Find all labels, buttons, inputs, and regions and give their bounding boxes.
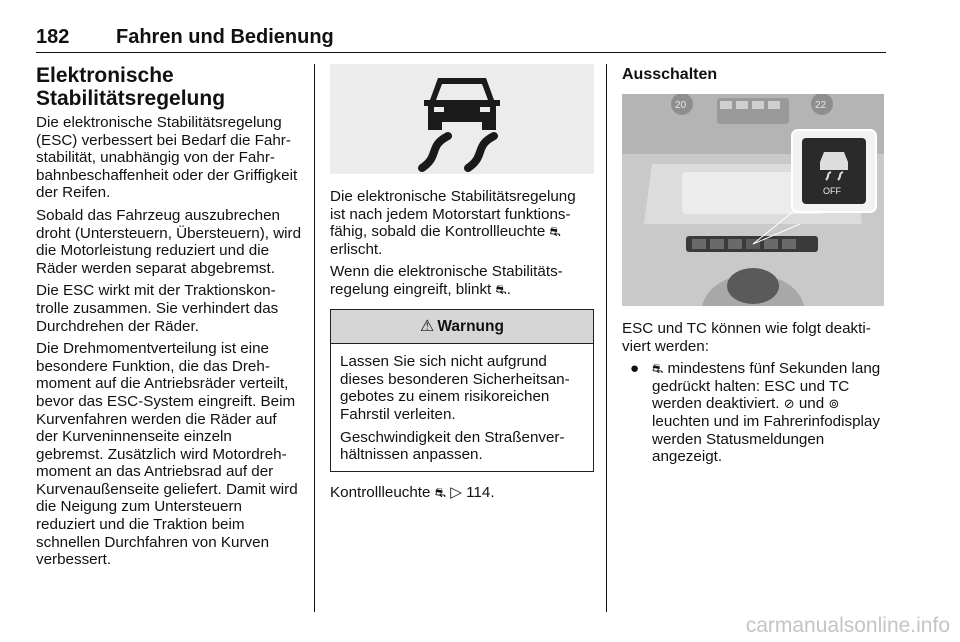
warning-triangle-icon: ⚠ [420,317,435,335]
warning-box [330,309,594,472]
column-divider [606,64,607,612]
paragraph: Die elektronische Stabilitätsregelung ist nach jedem Motorstart funktionsfähig, sobald die Kontrollleuchte ⛐ erlischt. [330,188,576,258]
bullet-dot-icon: ● [630,360,640,378]
esc-car-skid-icon [330,64,594,174]
svg-text:20: 20 [675,100,687,111]
esc-warning-icon: ⛐ [549,224,561,240]
esc-warning-icon: ⛐ [434,484,446,500]
warning-text: Lassen Sie sich nicht aufgrund dieses besonderen Sicherheitsangebotes zu einem risikoreichen Fahrstil verleiten. [340,353,570,423]
svg-text:22: 22 [815,100,827,111]
paragraph: ESC und TC können wie folgt deaktiviert werden: [622,320,871,355]
page-ref-arrow-icon: ▷ [450,483,462,501]
list-item: ● ⛐ mindestens fünf Sekunden lang gedrückt halten: ESC und TC werden deaktiviert. ⊘ und ⊚ leuchten und im Fahrerinfodisplay werden Statusmeldungen angezeigt. [630,360,881,466]
section-title: Elektronische Stabilitätsregelung [36,64,226,110]
tc-off-icon: ⊚ [828,396,840,412]
warning-text: Geschwindigkeit den Straßenverhältnissen anpassen. [340,428,565,464]
column-divider [314,64,315,612]
chapter-title: Fahren und Bedienung [116,26,334,48]
center-console-photo [622,94,884,306]
column-right [622,64,888,471]
paragraph: Die Drehmomentverteilung ist eine besondere Funktion, die das Drehmoment auf die Antriebsräder verteilt, bevor das ESC-System eingreift. Beim Kurvenfahren werden die Räder auf der Kurveninnenseite einzeln gebremst. Zusätzlich wird Motordrehmoment an das Antriebsrad auf der Kurvenaußenseite geliefert. Damit wird die Neigung zum Untersteuern reduziert und die Traktion beim schnellen Durchfahren von Kurven verbessert. [36,340,298,569]
warning-header: ⚠ Warnung [331,310,593,345]
watermark: carmanualsonline.info [745,614,950,637]
page-number: 182 [36,26,70,48]
esc-symbol-figure [330,64,594,174]
cross-reference: Kontrollleuchte ⛐ ▷ 114. [330,483,495,501]
svg-text:OFF: OFF [823,186,841,196]
paragraph: Die ESC wirkt mit der Traktionskontrolle zusammen. Sie verhindert das Durchdrehen der Räder. [36,282,279,335]
esc-off-icon: ⊘ [783,396,795,412]
paragraph: Sobald das Fahrzeug auszubrechen droht (Untersteuern, Übersteuern), wird die Motorleistung reduziert und die Räder werden separat abgebremst. [36,206,302,277]
section-title: Ausschalten [622,66,718,83]
warning-body [331,344,593,471]
column-middle [330,64,594,506]
esc-warning-icon: ⛐ [495,281,507,297]
esc-warning-icon: ⛐ [652,361,664,377]
column-left [36,64,302,574]
paragraph: Die elektronische Stabilitätsregelung (ESC) verbessert bei Bedarf die Fahrstabilität, unabhängig von der Fahrbahnbeschaffenheit oder der Griffigkeit der Reifen. [36,114,298,202]
page-header [36,26,886,53]
paragraph: Wenn die elektronische Stabilitätsregelung eingreift, blinkt ⛐. [330,263,563,298]
